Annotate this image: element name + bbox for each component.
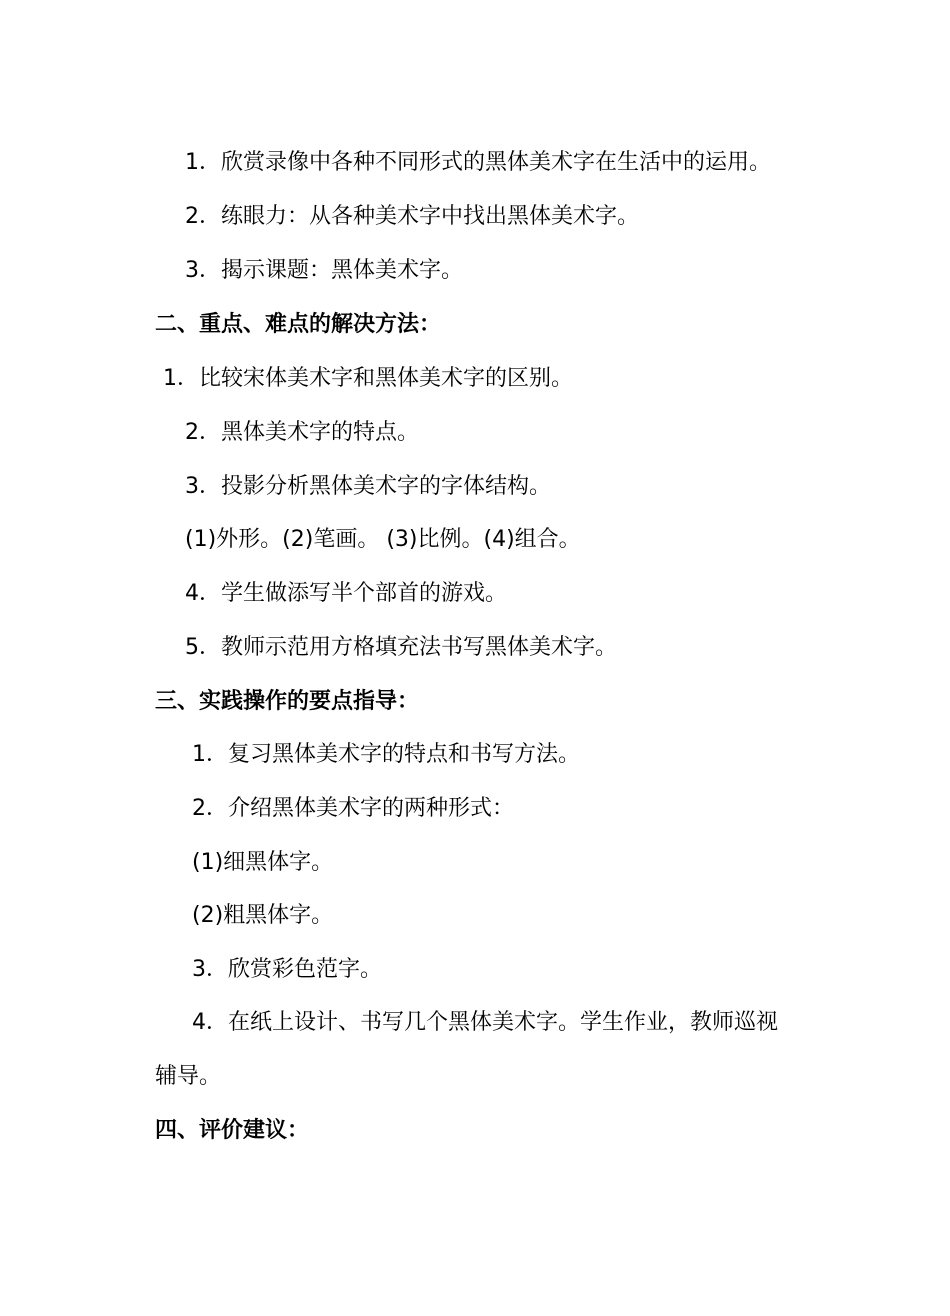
section1-item-1: 1．欣赏录像中各种不同形式的黑体美术字在生活中的运用。: [185, 150, 771, 175]
section1-item-3: 3．揭示课题：黑体美术字。: [185, 258, 463, 283]
section3-item-4-line-1: 4．在纸上设计、书写几个黑体美术字。学生作业，教师巡视: [192, 1010, 778, 1035]
section2-item-1: 1．比较宋体美术字和黑体美术字的区别。: [163, 366, 573, 391]
section3-item-2-sub-2: (2)粗黑体字。: [192, 903, 334, 928]
section3-item-4-line-2: 辅导。: [155, 1064, 222, 1089]
section3-item-2-sub-1: (1)细黑体字。: [192, 850, 334, 875]
section3-item-2: 2．介绍黑体美术字的两种形式：: [192, 796, 514, 821]
section2-item-5: 5．教师示范用方格填充法书写黑体美术字。: [185, 635, 617, 660]
section3-heading: 三、实践操作的要点指导：: [155, 689, 420, 714]
section2-item-4: 4．学生做添写半个部首的游戏。: [185, 581, 507, 606]
section3-item-1: 1．复习黑体美术字的特点和书写方法。: [192, 742, 580, 767]
section1-item-2: 2．练眼力：从各种美术字中找出黑体美术字。: [185, 204, 639, 229]
section2-heading: 二、重点、难点的解决方法：: [155, 312, 442, 337]
section4-heading: 四、评价建议：: [155, 1118, 310, 1143]
section2-item-2: 2．黑体美术字的特点。: [185, 420, 419, 445]
section3-item-3: 3．欣赏彩色范字。: [192, 957, 382, 982]
section2-item-3: 3．投影分析黑体美术字的字体结构。: [185, 474, 551, 499]
section2-item-3-sublist: (1)外形。(2)笔画。 (3)比例。(4)组合。: [185, 527, 581, 552]
